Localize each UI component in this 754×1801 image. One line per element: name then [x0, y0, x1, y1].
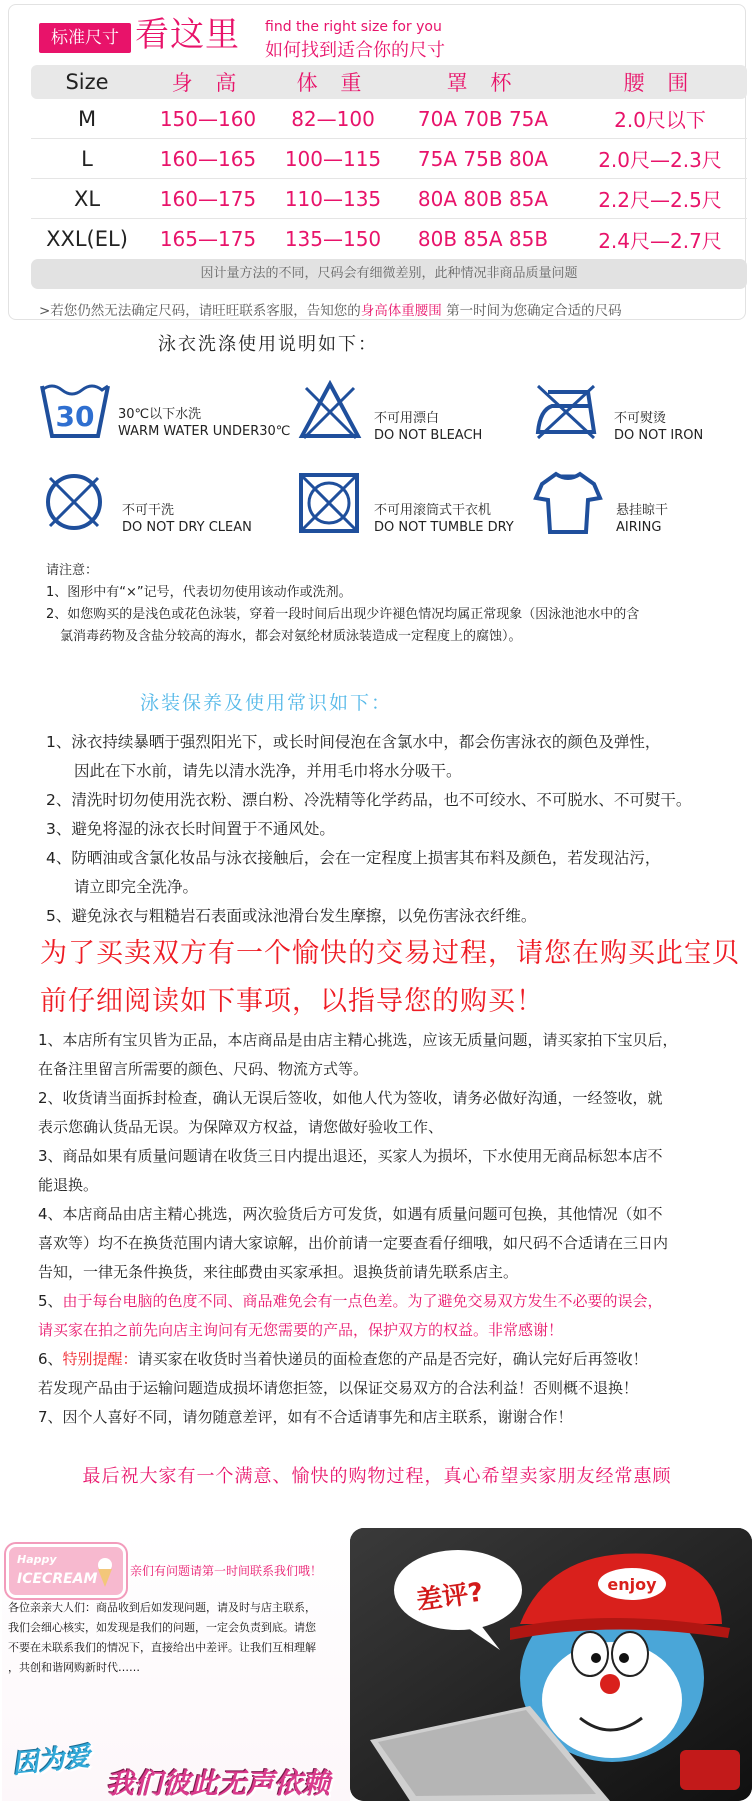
notice-headline	[40, 930, 740, 1026]
no-dry-clean-icon	[42, 470, 106, 534]
wash-note-item: 1、图形中有“×”记号，代表切勿使用该动作或洗剂。	[46, 585, 352, 600]
cell-cup: 80B 85A 85B	[417, 227, 549, 251]
care-item: 1、泳衣持续暴晒于强烈阳光下，或长时间侵泡在含氯水中，都会伤害泳衣的颜色及弹性，	[46, 733, 661, 751]
wash-title: 泳衣洗涤使用说明如下：	[158, 334, 378, 355]
wash-notes-title: 请注意：	[46, 563, 99, 578]
hang-dry-label	[616, 502, 668, 536]
care-item: 2、清洗时切勿使用洗衣粉、漂白粉、冷洗精等化学药品，也不可绞水、不可脱水、不可熨干。	[46, 791, 692, 809]
banner-message-line: ，共创和谐网购新时代……	[8, 1661, 140, 1674]
header-cup: 罩 杯	[446, 71, 520, 95]
cell-waist: 2.4尺—2.7尺	[598, 228, 722, 253]
size-table-header	[31, 65, 747, 99]
rule-line: 告知，一律无条件换货，来往邮费由买家承担。退换货前请先联系店主。	[38, 1263, 519, 1281]
rule-highlight: 特别提醒：	[62, 1350, 138, 1368]
final-wish: 最后祝大家有一个满意、愉快的购物过程，真心希望卖家朋友经常惠顾	[82, 1466, 672, 1487]
no-dry-clean-cn: 不可干洗	[122, 503, 175, 518]
rule-number: 6、	[38, 1350, 63, 1368]
no-iron-icon	[532, 380, 600, 442]
rule-line: 7、因个人喜好不同，请勿随意差评，如有不合适请事先和店主联系，谢谢合作！	[38, 1408, 573, 1426]
banner-message	[8, 1598, 348, 1678]
rule-text-pink: 由于每台电脑的色度不同、商品难免会有一点色差。为了避免交易双方发生不必要的误会，	[62, 1292, 663, 1310]
care-item: 因此在下水前，请先以清水洗净，并用毛巾将水分吸干。	[74, 762, 462, 780]
no-bleach-cn: 不可用漂白	[374, 411, 440, 426]
banner-left-panel	[2, 1528, 350, 1801]
no-iron-label	[614, 410, 703, 444]
cell-size: L	[81, 146, 93, 171]
size-subtitle-cn: 如何找到适合你的尺寸	[265, 40, 445, 61]
rule-text: 请买家在收货时当着快递员的面检查您的产品是否完好，确认完好后再签收！	[137, 1350, 648, 1368]
cell-weight: 82—100	[291, 106, 375, 131]
no-bleach-icon	[298, 380, 362, 442]
cell-weight: 100—115	[284, 146, 382, 171]
no-bleach-label	[374, 410, 482, 444]
care-title: 泳装保养及使用常识如下：	[140, 692, 393, 714]
rule-line: 若发现产品由于运输问题造成损坏请您拒签，以保证交易双方的合法利益！否则概不退换！	[38, 1379, 639, 1397]
wash-notes	[46, 560, 736, 648]
care-item: 5、避免泳衣与粗糙岩石表面或泳池滑台发生摩擦，以免伤害泳衣纤维。	[46, 907, 537, 925]
contact-suffix: 第一时间为您确定合适的尺码	[441, 303, 622, 319]
notice-headline-line1: 为了买卖双方有一个愉快的交易过程，请您在购买此宝贝	[40, 938, 740, 969]
care-item: 请立即完全洗净。	[74, 878, 199, 896]
cell-cup: 70A 70B 75A	[417, 106, 549, 131]
banner-tagline: 亲们有问题请第一时间联系我们哦！	[130, 1564, 323, 1578]
banner-slogan-line2: 我们彼此无声依赖	[106, 1767, 331, 1800]
size-contact-line	[39, 299, 622, 319]
size-chart-panel	[8, 4, 746, 320]
cell-height: 160—165	[159, 146, 257, 171]
rule-line-5a	[38, 1287, 738, 1316]
no-dry-clean-label	[122, 502, 252, 536]
rule-line-6a	[38, 1345, 738, 1374]
cell-cup: 75A 75B 80A	[417, 146, 549, 171]
rule-line: 1、本店所有宝贝皆为正品，本店商品是由店主精心挑选，应该无质量问题，请买家拍下宝贝后，	[38, 1031, 678, 1049]
doraemon-photo	[350, 1528, 752, 1801]
cell-size: XXL(EL)	[46, 227, 128, 251]
no-tumble-dry-icon	[296, 470, 362, 536]
notice-headline-line2: 前仔细阅读如下事项，以指导您的购买！	[40, 986, 544, 1017]
banner-slogan-line1: 因为爱	[10, 1741, 92, 1780]
banner-message-line: 不要在未联系我们的情况下，直接给出中差评。让我们互相理解	[8, 1641, 316, 1654]
no-iron-cn: 不可熨烫	[614, 411, 667, 426]
size-chart-header	[31, 13, 731, 61]
rule-line: 能退换。	[38, 1176, 99, 1194]
cell-weight: 110—135	[284, 186, 382, 211]
banner-message-line: 各位亲亲大人们：商品收到后如发现问题，请及时与店主联系，	[8, 1601, 316, 1614]
size-note: 因计量方法的不同，尺码会有细微差别，此种情况非商品质量问题	[31, 259, 747, 289]
care-item: 3、避免将湿的泳衣长时间置于不通风处。	[46, 820, 335, 838]
cell-cup: 80A 80B 85A	[417, 186, 549, 211]
hang-dry-icon	[532, 470, 604, 536]
icecream-logo	[6, 1544, 126, 1598]
cell-height: 160—175	[159, 186, 257, 211]
table-row	[31, 179, 747, 219]
size-badge: 标准尺寸	[39, 23, 131, 53]
header-waist: 腰 围	[623, 71, 697, 95]
rule-number: 5、	[38, 1292, 63, 1310]
banner-message-line: 我们会细心核实，如发现是我们的问题，一定会负责到底。请您	[8, 1621, 316, 1634]
bubble-text: 差评?	[414, 1577, 486, 1617]
cell-size: M	[77, 106, 97, 131]
cell-size: XL	[73, 186, 101, 211]
wash-note-item: 2、如您购买的是浅色或花色泳装，穿着一段时间后出现少许褪色情况均属正常现象（因泳池池水中的含	[46, 607, 640, 622]
wash-30-cn: 30℃以下水洗	[118, 407, 202, 422]
contact-prefix: >若您仍然无法确定尺码，请旺旺联系客服，告知您的	[39, 303, 361, 319]
doraemon-illustration	[350, 1528, 752, 1801]
logo-line2: ICECREAM	[17, 1571, 98, 1587]
cell-height: 150—160	[159, 106, 257, 131]
size-subtitle-en: find the right size for you	[265, 19, 442, 35]
rule-line: 喜欢等）均不在换货范围内请大家谅解，出价前请一定要查看仔细哦，如尺码不合适请在三日内	[38, 1234, 669, 1252]
care-item: 4、防晒油或含氯化妆品与泳衣接触后，会在一定程度上损害其布料及颜色，若发现沾污，	[46, 849, 661, 867]
wash-temp-label: 30	[55, 400, 95, 433]
rule-line: 2、收货请当面拆封检查，确认无误后签收，如他人代为签收，请务必做好沟通，一经签收，就	[38, 1089, 663, 1107]
rule-line: 在备注里留言所需要的颜色、尺码、物流方式等。	[38, 1060, 369, 1078]
rule-line: 请买家在拍之前先向店主询问有无您需要的产品，保护双方的权益。非常感谢！	[38, 1321, 564, 1339]
rules-list	[38, 1026, 738, 1432]
wash-30-en: WARM WATER UNDER30℃	[118, 424, 291, 439]
no-tumble-dry-en: DO NOT TUMBLE DRY	[374, 520, 514, 535]
table-row	[31, 139, 747, 179]
rule-line: 3、商品如果有质量问题请在收货三日内提出退还，买家人为损坏，下水使用无商品标恕本店不	[38, 1147, 663, 1165]
icecream-icon	[95, 1557, 115, 1589]
bottom-banner	[2, 1528, 752, 1801]
cell-weight: 135—150	[284, 227, 382, 251]
logo-line1: Happy	[17, 1553, 57, 1566]
cell-waist: 2.0尺—2.3尺	[598, 148, 722, 172]
hang-dry-en: AIRING	[616, 520, 662, 535]
size-big-title: 看这里	[135, 15, 240, 55]
rule-line: 4、本店商品由店主精心挑选，两次验货后方可发货，如遇有质量问题可包换，其他情况（如不	[38, 1205, 663, 1223]
header-size: Size	[65, 70, 109, 94]
cell-waist: 2.0尺以下	[614, 108, 706, 132]
header-height: 身 高	[171, 71, 245, 95]
table-row	[31, 99, 747, 139]
no-tumble-dry-label	[374, 502, 514, 536]
wash-30-icon	[38, 380, 112, 442]
no-bleach-en: DO NOT BLEACH	[374, 428, 483, 443]
no-iron-en: DO NOT IRON	[614, 428, 704, 443]
table-row	[31, 219, 747, 259]
no-dry-clean-en: DO NOT DRY CLEAN	[122, 520, 252, 535]
wash-30-label	[118, 406, 290, 440]
size-table	[31, 65, 747, 259]
contact-highlight: 身高体重腰围	[360, 303, 442, 319]
cell-height: 165—175	[159, 227, 257, 251]
hang-dry-cn: 悬挂晾干	[616, 503, 669, 518]
rule-line: 表示您确认货品无误。为保障双方权益，请您做好验收工作、	[38, 1118, 444, 1136]
care-list	[46, 728, 746, 931]
cell-waist: 2.2尺—2.5尺	[598, 188, 722, 212]
no-tumble-dry-cn: 不可用滚筒式干衣机	[374, 503, 492, 518]
wash-note-item: 氯消毒药物及含盐分较高的海水，都会对氨纶材质泳装造成一定程度上的腐蚀）。	[60, 629, 522, 644]
header-weight: 体 重	[296, 71, 370, 95]
cap-logo-text: enjoy	[607, 1575, 657, 1594]
